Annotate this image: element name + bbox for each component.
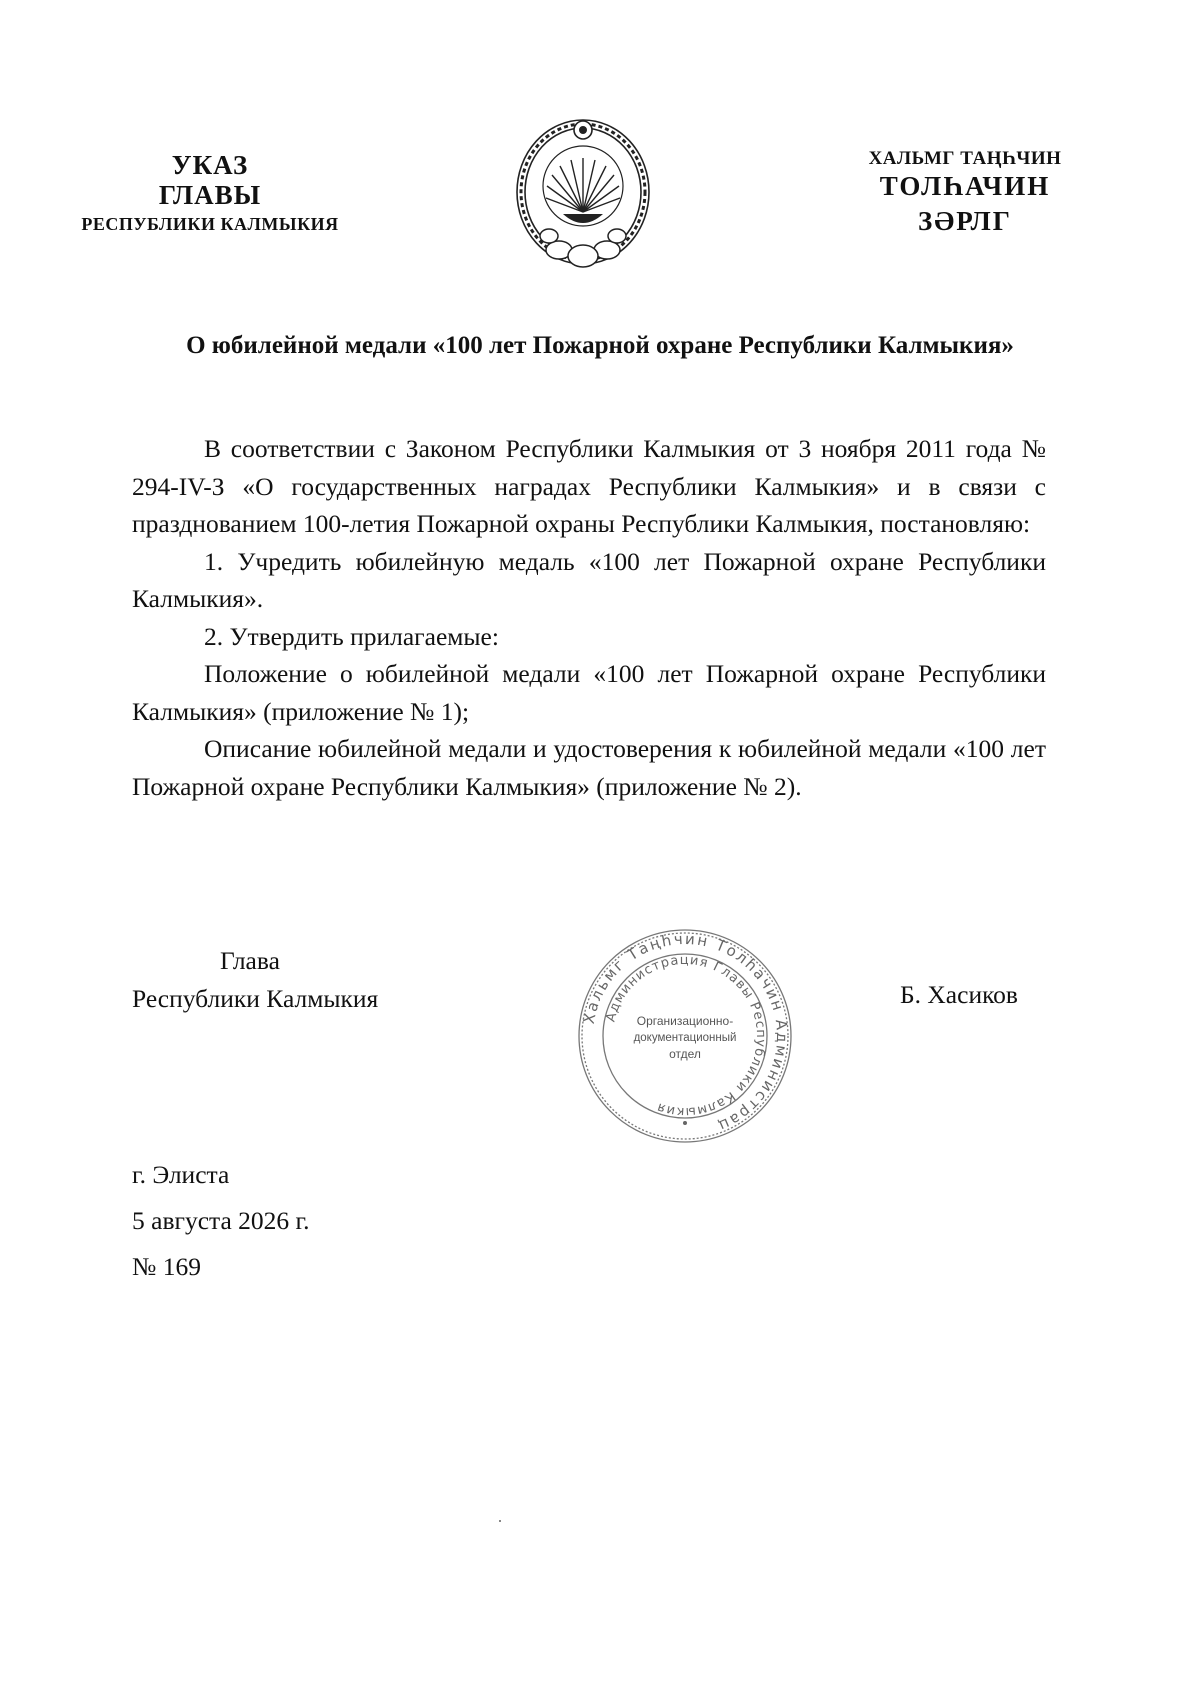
seal-center-line1: Организационно-	[636, 1014, 734, 1028]
footer-city: г. Элиста	[132, 1160, 230, 1189]
seal-inner-text: Администрация Главы Республики Калмыкия	[603, 952, 769, 1120]
body-paragraph-regulation: Положение о юбилейной медали «100 лет Пожарной охране Республики Калмыкия» (приложение № 1);	[132, 659, 1046, 726]
decree-footer	[132, 1152, 310, 1290]
signatory-role-line1: Глава	[220, 946, 280, 975]
footer-date: 5 августа 2026 г.	[132, 1206, 310, 1235]
body-paragraph-description: Описание юбилейной медали и удостоверения к юбилейной медали «100 лет Пожарной охране Республики Калмыкия» (приложение № 2).	[132, 734, 1046, 801]
footer-number: № 169	[132, 1252, 201, 1281]
decree-body	[132, 430, 1046, 805]
republic-of-kalmykia-emblem-icon	[509, 108, 657, 278]
signatory-name: Б. Хасиков	[900, 980, 1018, 1009]
header-right-line1: ХАЛЬМГ ТАҢҺЧИН	[868, 148, 1062, 169]
header-right-kalmyk	[820, 148, 1110, 236]
body-paragraph-item2: 2. Утвердить прилагаемые:	[204, 621, 499, 651]
header-left-line3: РЕСПУБЛИКИ КАЛМЫКИЯ	[81, 214, 339, 235]
seal-center-line2: документационный	[633, 1032, 737, 1044]
official-seal-icon	[574, 925, 796, 1147]
header-left-line1: УКАЗ	[171, 150, 249, 180]
header-right-line2: ТОЛҺАЧИН	[879, 171, 1051, 202]
signatory-title	[132, 942, 378, 1018]
header-left-line2: ГЛАВЫ	[158, 180, 262, 211]
seal-outer-text: Хальмг Таңһчин Толһачин Администрац	[579, 929, 792, 1136]
header-right-line3: ЗӘРЛГ	[918, 205, 1012, 236]
decree-title: О юбилейной медали «100 лет Пожарной охране Республики Калмыкия»	[186, 332, 1014, 359]
scan-speck	[499, 1520, 501, 1522]
body-paragraph-item1: 1. Учредить юбилейную медаль «100 лет Пожарной охране Республики Калмыкия».	[132, 546, 1046, 613]
seal-center-line3: отдел	[669, 1047, 701, 1061]
header-left-russian	[60, 150, 360, 235]
signatory-role-line2: Республики Калмыкия	[132, 984, 379, 1013]
body-paragraph-preamble: В соответствии с Законом Республики Калмыкия от 3 ноября 2011 года № 294-IV-З «О государственных наградах Республики Калмыкия» и в связи с празднованием 100-летия Пожарной охраны Республики Калмыкия, постановляю:	[132, 434, 1046, 538]
